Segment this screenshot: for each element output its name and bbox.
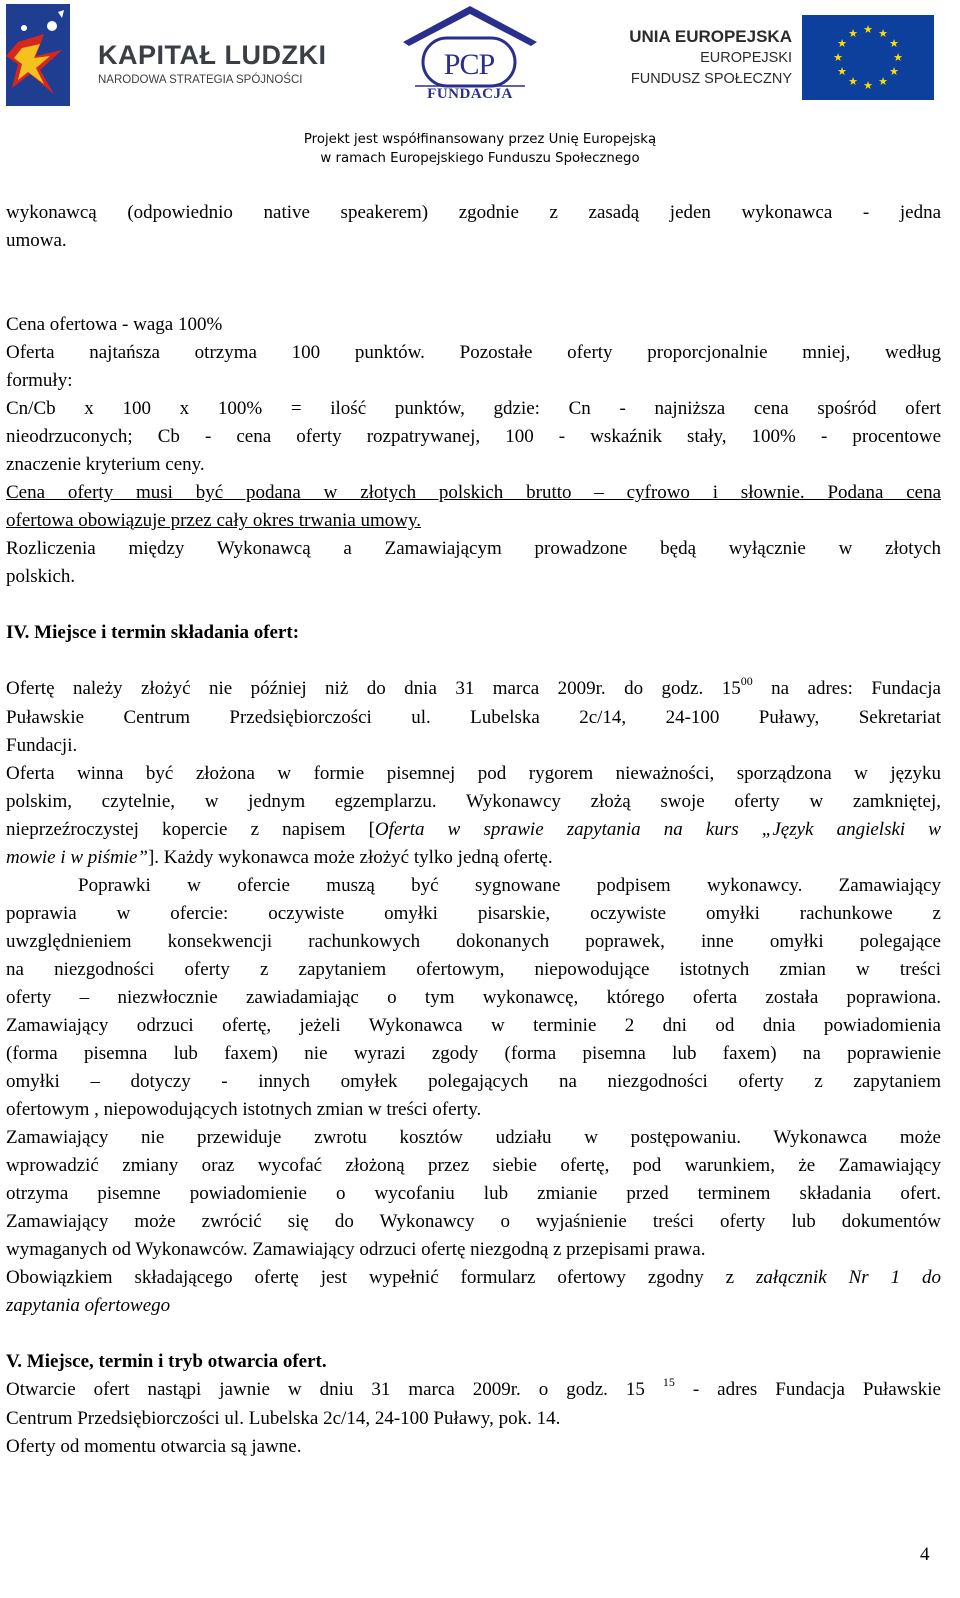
body-line: Cn/Cb x 100 x 100% = ilość punktów, gdzie: Cn - najniższa cena spośród ofert: [6, 398, 941, 419]
body-line-underlined: ofertowa obowiązuje przez cały okres trwania umowy.: [6, 510, 422, 531]
body-line: uwzględnieniem konsekwencji rachunkowych dokonanych poprawek, inne omyłki polegające: [6, 931, 941, 952]
kapital-ludzki-subtitle: NARODOWA STRATEGIA SPÓJNOŚCI: [98, 74, 303, 86]
body-line: na niezgodności oferty z zapytaniem ofertowym, niepowodujące istotnych zmian w treści: [6, 959, 941, 980]
kapital-ludzki-logo: [6, 4, 336, 108]
body-line-underlined: Cena oferty musi być podana w złotych polskich brutto – cyfrowo i słownie. Podana cena: [6, 482, 941, 503]
text-run: - adres Fundacja Puławskie: [674, 1379, 941, 1400]
body-line: omyłki – dotyczy - innych omyłek polegających na niezgodności oferty z zapytaniem: [6, 1071, 941, 1092]
body-line: Zamawiający nie przewiduje zwrotu kosztów udziału w postępowaniu. Wykonawca może: [6, 1127, 941, 1148]
body-line: (forma pisemna lub faxem) nie wyrazi zgody (forma pisemna lub faxem) na poprawienie: [6, 1043, 941, 1064]
svg-text:★: ★: [863, 79, 873, 92]
body-line: nieodrzuconych; Cb - cena oferty rozpatrywanej, 100 - wskaźnik stały, 100% - procentowe: [6, 426, 941, 447]
body-line: [6, 1376, 941, 1405]
superscript-time: 00: [740, 674, 753, 688]
spacer: [6, 255, 941, 311]
body-line: Cena ofertowa - waga 100%: [6, 314, 223, 335]
body-line: [6, 816, 941, 844]
body-line: polskim, czytelnie, w jednym egzemplarzu. Wykonawcy złożą swoje oferty w zamkniętej,: [6, 791, 941, 812]
svg-text:★: ★: [848, 75, 858, 88]
body-line: polskich.: [6, 566, 76, 587]
pcp-logo-text: PCP: [443, 48, 495, 81]
text-run: Otwarcie ofert nastąpi jawnie w dniu 31 marca 2009r. o godz. 15: [6, 1379, 663, 1400]
text-run: Ofertę należy złożyć nie później niż do dnia 31 marca 2009r. do godz. 15: [6, 678, 741, 699]
body-line: [6, 1264, 941, 1292]
svg-text:★: ★: [878, 27, 888, 40]
body-line: Oferty od momentu otwarcia są jawne.: [6, 1436, 302, 1457]
body-line: Fundacji.: [6, 735, 78, 756]
svg-text:★: ★: [893, 51, 903, 64]
svg-text:★: ★: [837, 65, 847, 78]
body-line: Puławskie Centrum Przedsiębiorczości ul. Lubelska 2c/14, 24-100 Puławy, Sekretariat: [6, 707, 941, 728]
svg-text:★: ★: [878, 75, 888, 88]
body-line: ofertowym , niepowodujących istotnych zmian w treści oferty.: [6, 1099, 482, 1120]
body-line: formuły:: [6, 370, 73, 391]
body-line: [6, 844, 941, 872]
svg-text:★: ★: [837, 37, 847, 50]
kapital-ludzki-title: KAPITAŁ LUDZKI: [98, 40, 327, 70]
kapital-ludzki-logo-icon: [6, 4, 96, 108]
text-run: Obowiązkiem składającego ofertę jest wypełnić formularz ofertowy zgodny z: [6, 1267, 757, 1288]
svg-text:★: ★: [889, 65, 899, 78]
body-line: Oferta najtańsza otrzyma 100 punktów. Pozostałe oferty proporcjonalnie mniej, według: [6, 342, 941, 363]
text-run-italic: załącznik Nr 1 do: [756, 1267, 942, 1288]
text-run-italic: zapytania ofertowego: [6, 1295, 171, 1316]
body-line: Zamawiający może zwrócić się do Wykonawcy o wyjaśnienie treści oferty lub dokumentów: [6, 1211, 941, 1232]
text-run: na adres: Fundacja: [752, 678, 941, 699]
body-line: Oferta winna być złożona w formie pisemnej pod rygorem nieważności, sporządzona w języku: [6, 763, 941, 784]
body-line: znaczenie kryterium ceny.: [6, 454, 205, 475]
eu-fund-label: [612, 26, 792, 90]
pcp-fundacja-label: FUNDACJA: [427, 86, 513, 102]
body-line: Rozliczenia między Wykonawcą a Zamawiającym prowadzone będą wyłącznie w złotych: [6, 538, 941, 559]
eu-fund-line1: EUROPEJSKI: [700, 50, 792, 66]
body-line: poprawia w ofercie: oczywiste omyłki pisarskie, oczywiste omyłki rachunkowe z: [6, 903, 941, 924]
body-line: [6, 1292, 941, 1320]
spacer: [6, 647, 941, 675]
body-line: [6, 675, 941, 704]
body-line: otrzyma pisemne powiadomienie o wycofaniu lub zmianie przed terminem składania ofert.: [6, 1183, 941, 1204]
svg-text:★: ★: [833, 51, 843, 64]
cofinancing-line1: Projekt jest współfinansowany przez Unię Europejską: [303, 132, 657, 147]
body-line: wykonawcą (odpowiednio native speakerem) zgodnie z zasadą jeden wykonawca - jedna: [6, 202, 941, 223]
text-run: nieprzeźroczystej kopercie z napisem [: [6, 819, 375, 840]
body-line: Poprawki w ofercie muszą być sygnowane podpisem wykonawcy. Zamawiający: [78, 875, 941, 896]
eu-fund-line2: FUNDUSZ SPOŁECZNY: [630, 71, 792, 87]
text-run-italic: Oferta w sprawie zapytania na kurs „Język angielski w: [374, 819, 941, 840]
text-run-italic: mowie i w piśmie”: [6, 847, 148, 868]
body-line: wymaganych od Wykonawców. Zamawiający odrzuci ofertę niezgodną z przepisami prawa.: [6, 1239, 706, 1260]
section-heading-iv: IV. Miejsce i termin składania ofert:: [6, 622, 300, 643]
svg-text:★: ★: [848, 27, 858, 40]
body-line: wprowadzić zmiany oraz wycofać złożoną przez siebie ofertę, pod warunkiem, że Zamawiający: [6, 1155, 941, 1176]
body-line: Zamawiający odrzuci ofertę, jeżeli Wykonawca w terminie 2 dni od dnia powiadomienia: [6, 1015, 941, 1036]
document-body: [6, 199, 941, 1461]
eu-union-label: UNIA EUROPEJSKA: [629, 27, 792, 46]
cofinancing-note: [230, 130, 730, 168]
section-heading-v: V. Miejsce, termin i tryb otwarcia ofert.: [6, 1351, 327, 1372]
svg-text:★: ★: [863, 23, 873, 36]
superscript-time: 15: [662, 1375, 675, 1389]
cofinancing-line2: w ramach Europejskiego Funduszu Społecznego: [320, 151, 640, 166]
spacer: [6, 1320, 941, 1348]
page-number: 4: [920, 1544, 930, 1565]
body-line: Centrum Przedsiębiorczości ul. Lubelska 2c/14, 24-100 Puławy, pok. 14.: [6, 1408, 561, 1429]
body-line: oferty – niezwłocznie zawiadamiając o tym wykonawcę, którego oferta została poprawiona.: [6, 987, 941, 1008]
text-run: ]. Każdy wykonawca może złożyć tylko jedną ofertę.: [147, 847, 553, 868]
eu-flag-icon: [802, 15, 934, 100]
spacer: [6, 591, 941, 619]
pcp-fundacja-logo: [395, 2, 545, 106]
svg-text:★: ★: [889, 37, 899, 50]
body-line: umowa.: [6, 230, 67, 251]
